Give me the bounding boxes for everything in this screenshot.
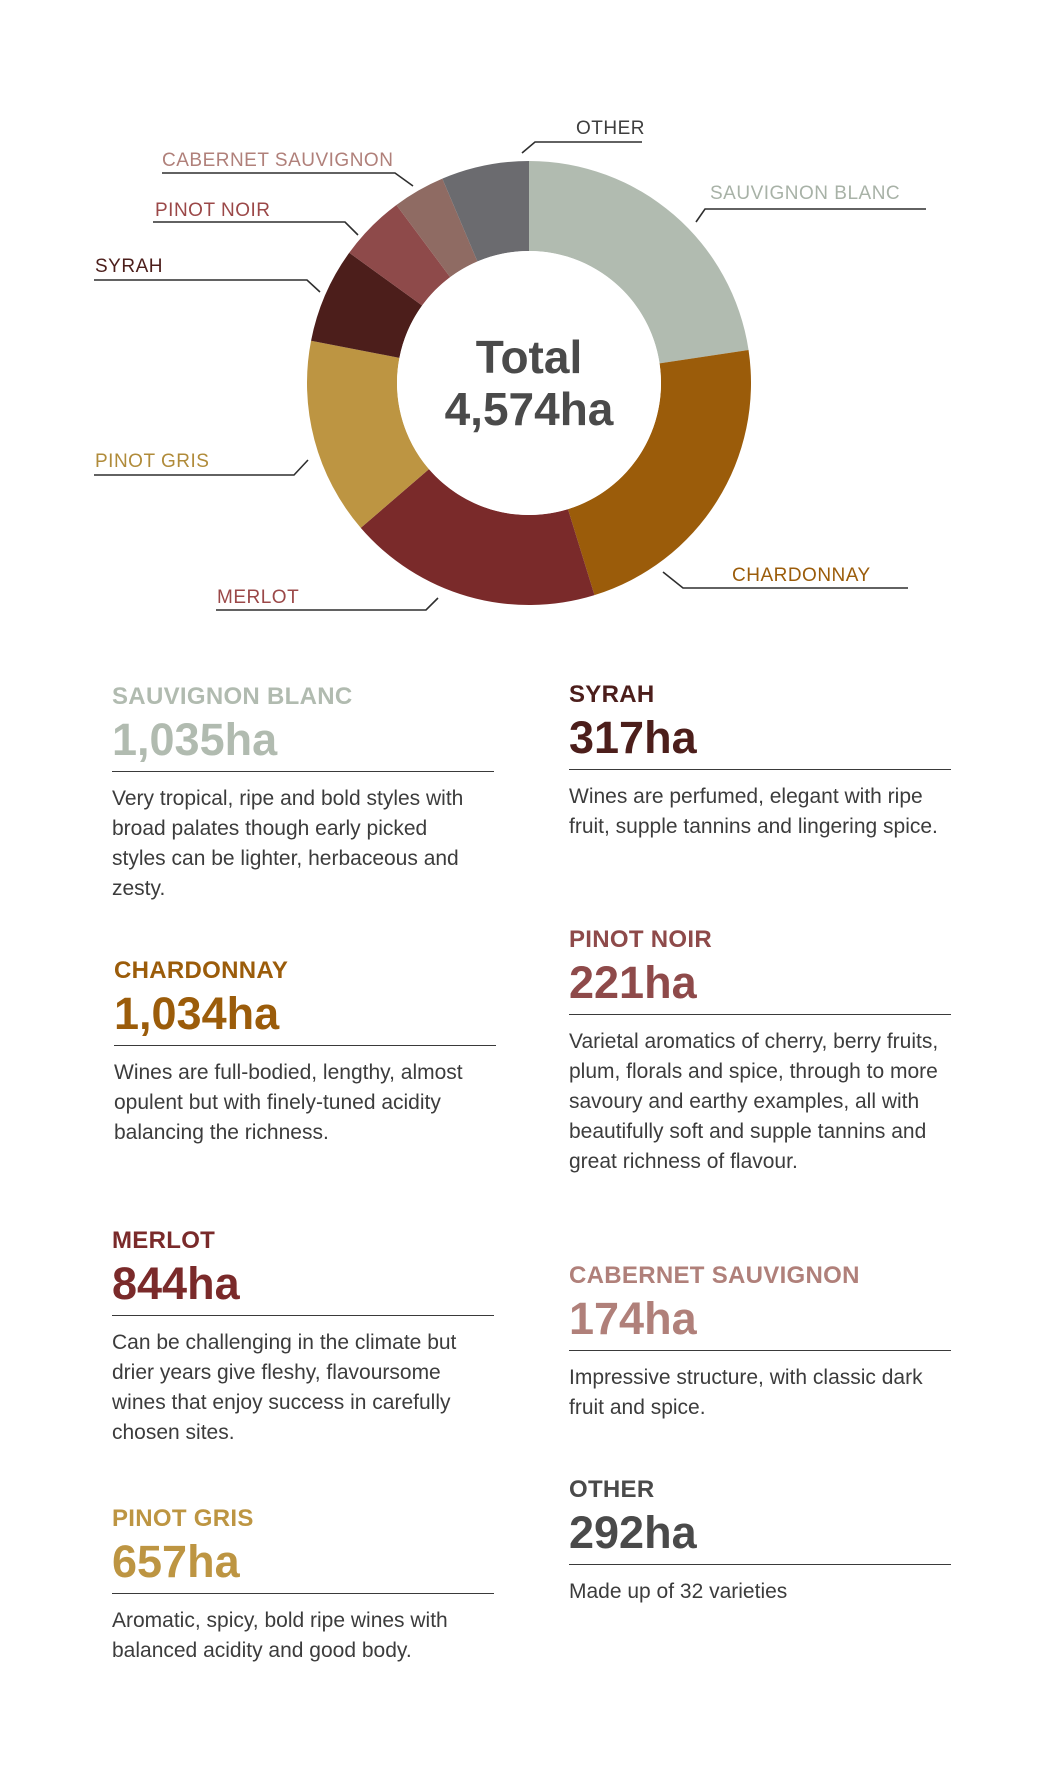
center-total-value: 4,574ha bbox=[444, 383, 614, 435]
variety-card-cabernet-sauvignon bbox=[569, 1262, 951, 1423]
callout-line bbox=[153, 222, 358, 235]
variety-description: Can be challenging in the climate but drier years give fleshy, flavoursome wines that enjoy success in carefully chosen sites. bbox=[112, 1331, 457, 1444]
callout-line bbox=[162, 173, 413, 186]
variety-name: OTHER bbox=[569, 1476, 655, 1503]
variety-description: Wines are perfumed, elegant with ripe fruit, supple tannins and lingering spice. bbox=[569, 785, 938, 838]
variety-area: 174ha bbox=[569, 1292, 951, 1351]
variety-name: SYRAH bbox=[569, 681, 655, 708]
callout-line bbox=[94, 280, 320, 292]
variety-description: Impressive structure, with classic dark fruit and spice. bbox=[569, 1366, 923, 1419]
slice-label-sauvignon-blanc: SAUVIGNON BLANC bbox=[710, 183, 901, 204]
variety-card-merlot bbox=[112, 1227, 494, 1448]
slice-label-pinot-gris: PINOT GRIS bbox=[95, 451, 210, 472]
variety-card-chardonnay bbox=[114, 957, 496, 1148]
slice-label-other: OTHER bbox=[576, 118, 645, 139]
callout-line bbox=[522, 142, 642, 153]
slice-label-cabernet-sauvignon: CABERNET SAUVIGNON bbox=[162, 150, 394, 171]
slice-label-pinot-noir: PINOT NOIR bbox=[155, 200, 271, 221]
variety-area: 1,034ha bbox=[114, 987, 496, 1046]
variety-description: Very tropical, ripe and bold styles with broad palates though early picked styles can be lighter, herbaceous and zesty. bbox=[112, 787, 464, 900]
callout-line bbox=[696, 209, 926, 222]
variety-card-pinot-gris bbox=[112, 1505, 494, 1666]
variety-area: 844ha bbox=[112, 1257, 494, 1316]
variety-name: CHARDONNAY bbox=[114, 957, 289, 984]
variety-name: MERLOT bbox=[112, 1227, 216, 1254]
donut-chart bbox=[0, 0, 1063, 640]
variety-name: PINOT NOIR bbox=[569, 926, 713, 953]
center-total-label: Total bbox=[475, 331, 583, 383]
variety-name: PINOT GRIS bbox=[112, 1505, 254, 1532]
variety-area: 657ha bbox=[112, 1535, 494, 1594]
variety-area: 317ha bbox=[569, 711, 951, 770]
variety-name: SAUVIGNON BLANC bbox=[112, 683, 353, 710]
variety-card-syrah bbox=[569, 681, 951, 842]
variety-description: Made up of 32 varieties bbox=[569, 1580, 788, 1603]
variety-area: 1,035ha bbox=[112, 713, 494, 772]
variety-area: 221ha bbox=[569, 956, 951, 1015]
slice-label-syrah: SYRAH bbox=[95, 256, 163, 277]
variety-description: Wines are full-bodied, lengthy, almost opulent but with finely-tuned acidity balancing the richness. bbox=[114, 1061, 463, 1144]
variety-card-sauvignon-blanc bbox=[112, 683, 494, 904]
variety-description: Varietal aromatics of cherry, berry fruits, plum, florals and spice, through to more savoury and earthy examples, all with beautifully soft and supple tannins and great richness of flavour. bbox=[569, 1030, 939, 1173]
variety-name: CABERNET SAUVIGNON bbox=[569, 1262, 860, 1289]
variety-description: Aromatic, spicy, bold ripe wines with balanced acidity and good body. bbox=[112, 1609, 448, 1662]
variety-area: 292ha bbox=[569, 1506, 951, 1565]
slice-label-chardonnay: CHARDONNAY bbox=[732, 565, 871, 586]
variety-card-other bbox=[569, 1476, 951, 1607]
slice-label-merlot: MERLOT bbox=[217, 587, 300, 608]
variety-card-pinot-noir bbox=[569, 926, 951, 1177]
